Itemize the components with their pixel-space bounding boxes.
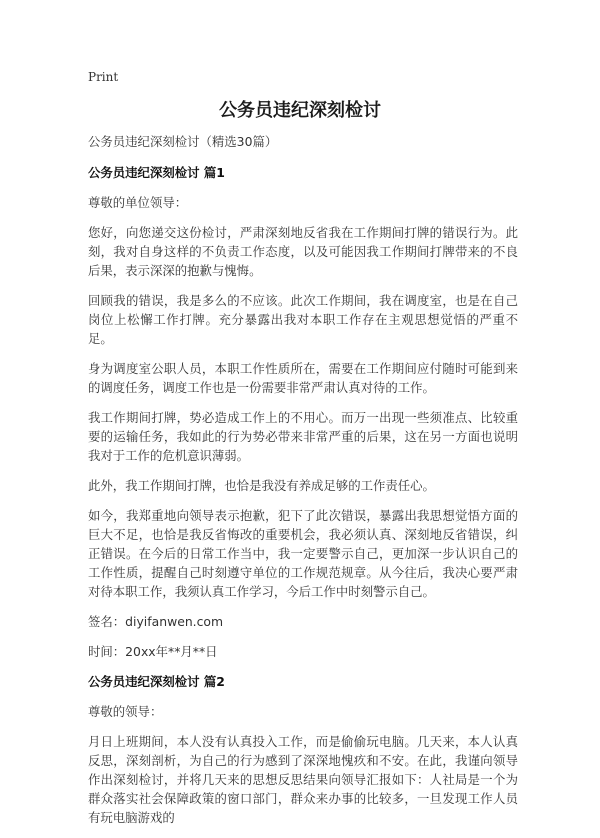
- section-2: [88, 672, 518, 827]
- salutation: 尊敬的领导：: [88, 704, 163, 719]
- document-subtitle: 公务员违纪深刻检讨（精选30篇）: [88, 134, 278, 149]
- document-title: 公务员违纪深刻检讨: [219, 100, 381, 121]
- section-heading: 公务员违纪深刻检讨 篇1: [88, 165, 225, 180]
- section-heading: 公务员违纪深刻检讨 篇2: [88, 674, 225, 689]
- paragraph: 月日上班期间，本人没有认真投入工作，而是偷偷玩电脑。几天来，本人认真反思，深刻剖析，为自己的行为感到了深深地愧疚和不安。在此，我谨向领导作出深刻检讨，并将几天来的思想反思结果向领导汇报如下：人社局是一个为群众落实社会保障政策的窗口部门，群众来办事的比较多，一旦发现工作人员有玩电脑游戏的: [88, 734, 518, 825]
- paragraph: 回顾我的错误，我是多么的不应该。此次工作期间，我在调度室，也是在自己岗位上松懈工作打牌。充分暴露出我对本职工作存在主观思想觉悟的严重不足。: [88, 293, 518, 346]
- paragraph: 此外，我工作期间打牌，也恰是我没有养成足够的工作责任心。: [88, 478, 435, 493]
- print-link[interactable]: Print: [88, 70, 119, 84]
- date-line: 时间：20xx年**月**日: [88, 644, 218, 659]
- paragraph: 如今，我郑重地向领导表示抱歉，犯下了此次错误，暴露出我思想觉悟方面的巨大不足，也恰是我反省悔改的重要机会，我必须认真、深刻地反省错误，纠正错误。在今后的日常工作当中，我一定要警示自己，更加深一步认识自己的工作性质，提醒自己时刻遵守单位的工作规范规章。从今往后，我决心要严肃对待本职工作，我须认真工作学习，今后工作中时刻警示自己。: [88, 508, 518, 599]
- section-1: [88, 163, 518, 661]
- signature-line: 签名：diyifanwen.com: [88, 614, 224, 629]
- paragraph: 您好，向您递交这份检讨，严肃深刻地反省我在工作期间打牌的错误行为。此刻，我对自身这样的不负责工作态度，以及可能因我工作期间打牌带来的不良后果，表示深深的抱歉与愧悔。: [88, 225, 518, 278]
- document-body: [88, 132, 518, 838]
- salutation: 尊敬的单位领导：: [88, 195, 188, 210]
- paragraph: 我工作期间打牌，势必造成工作上的不用心。而万一出现一些须准点、比较重要的运输任务，我如此的行为势必带来非常严重的后果，这在另一方面也说明我对于工作的危机意识薄弱。: [88, 410, 518, 463]
- paragraph: 身为调度室公职人员，本职工作性质所在，需要在工作期间应付随时可能到来的调度任务，调度工作也是一份需要非常严肃认真对待的工作。: [88, 361, 518, 395]
